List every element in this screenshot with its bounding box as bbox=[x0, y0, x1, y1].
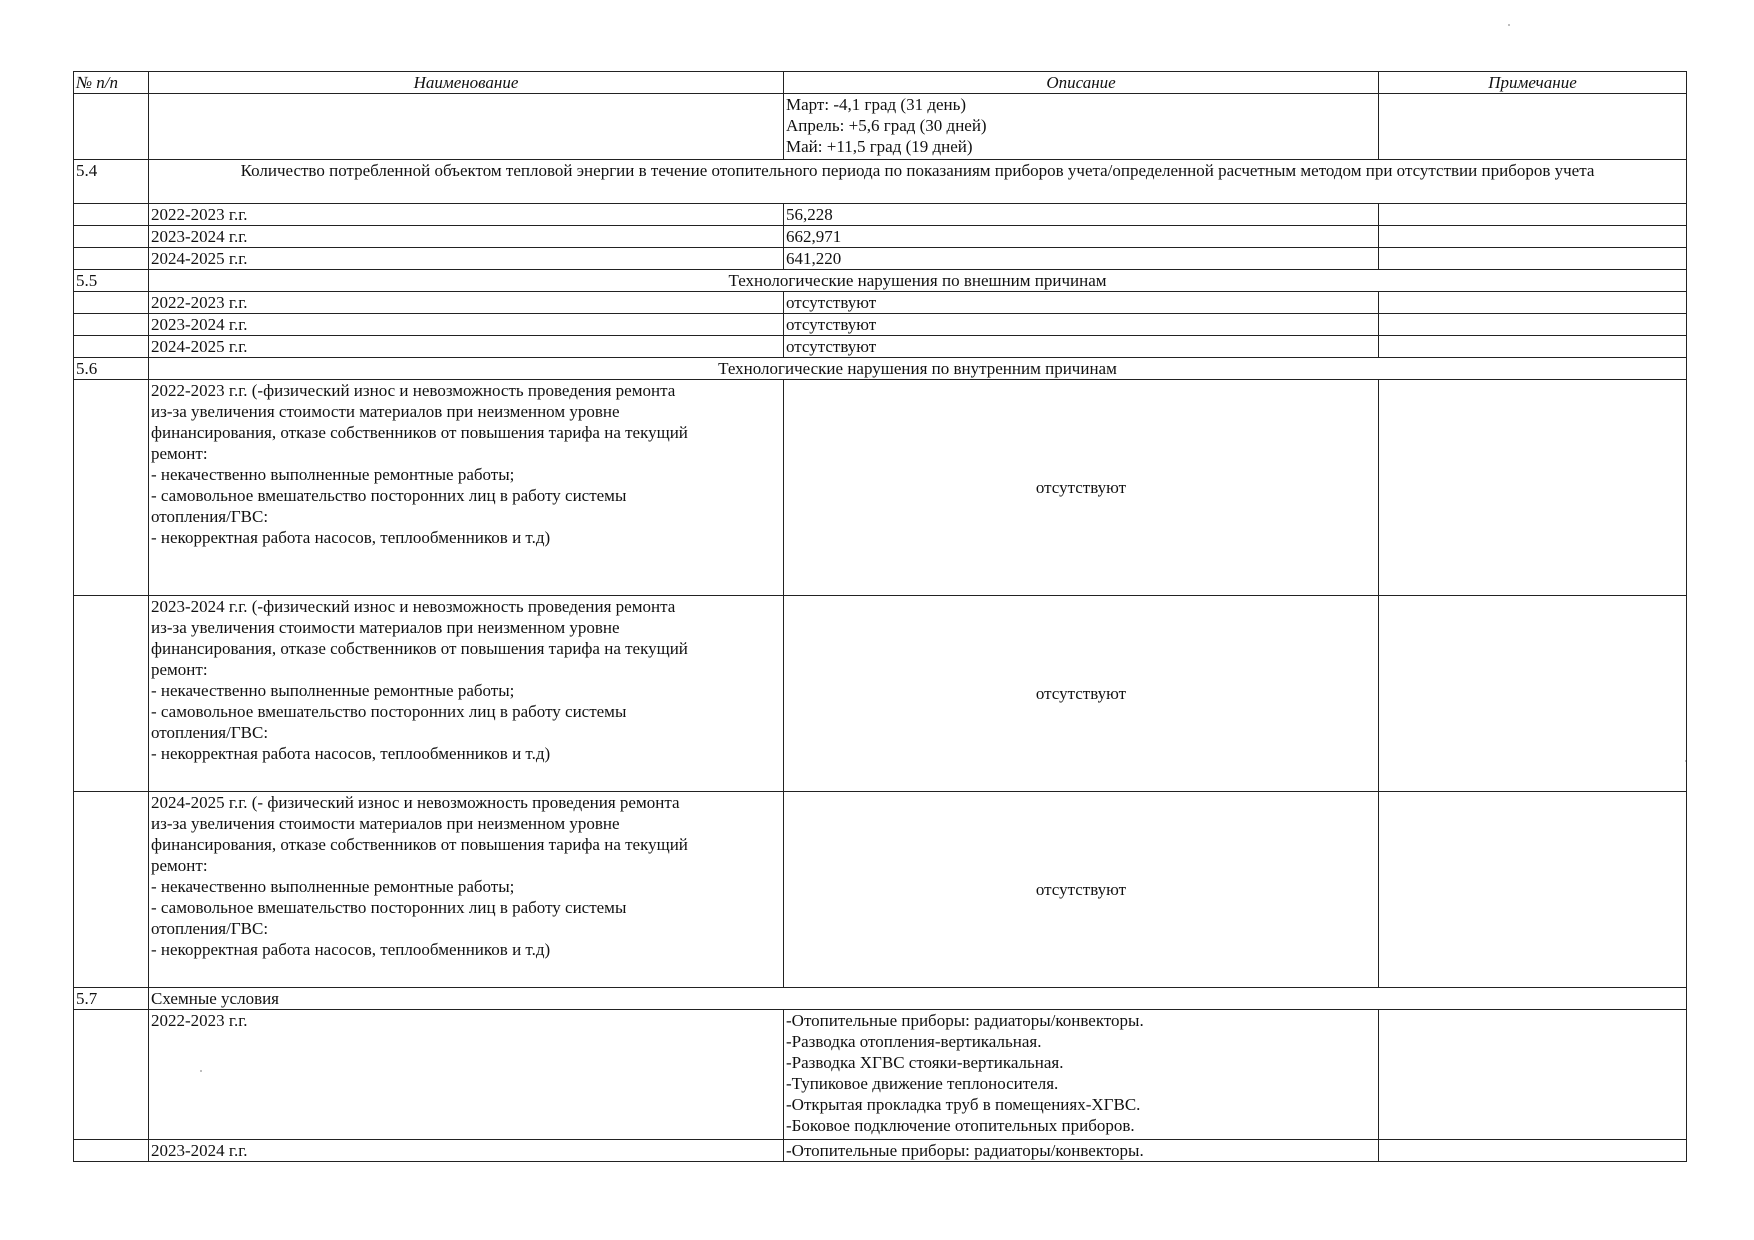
table-row bbox=[74, 792, 1687, 988]
header-number: № п/п bbox=[74, 72, 149, 94]
scan-speck bbox=[1508, 24, 1510, 26]
row-description: отсутствуют bbox=[784, 314, 1379, 336]
section-title: Количество потребленной объектом тепловой энергии в течение отопительного периода по показаниям приборов учета/определенной расчетным методом при отсутствии приборов учета bbox=[149, 160, 1687, 204]
table-row bbox=[74, 1010, 1687, 1140]
section-number: 5.7 bbox=[74, 988, 149, 1010]
table-row bbox=[74, 596, 1687, 792]
row-description: отсутствуют bbox=[784, 336, 1379, 358]
header-name: Наименование bbox=[149, 72, 784, 94]
table-row bbox=[74, 94, 1687, 160]
section-row bbox=[74, 988, 1687, 1010]
section-title: Схемные условия bbox=[149, 988, 1687, 1010]
temperature-line: Март: -4,1 град (31 день) bbox=[786, 95, 967, 114]
row-name: 2024-2025 г.г. (- физический износ и невозможность проведения ремонта из-за увеличения стоимости материалов при неизменном уровне финансирования, отказе собственников от повышения тарифа на текущий ремонт: - некачественно выполненные ремонтные работы; - самовольное вмешательство посторонних лиц в работу системы отопления/ГВС: - некорректная работа насосов, теплообменников и т.д) bbox=[149, 792, 784, 988]
table-row bbox=[74, 248, 1687, 270]
report-table bbox=[73, 71, 1687, 1162]
header-note: Примечание bbox=[1379, 72, 1687, 94]
row-description: отсутствуют bbox=[784, 792, 1379, 988]
row-name: 2023-2024 г.г. bbox=[149, 314, 784, 336]
section-number: 5.4 bbox=[74, 160, 149, 204]
section-row bbox=[74, 270, 1687, 292]
header-description: Описание bbox=[784, 72, 1379, 94]
row-description: 662,971 bbox=[784, 226, 1379, 248]
row-name: 2022-2023 г.г. bbox=[149, 204, 784, 226]
table-row bbox=[74, 380, 1687, 596]
row-description: 641,220 bbox=[784, 248, 1379, 270]
table-row bbox=[74, 314, 1687, 336]
row-name: 2022-2023 г.г. (-физический износ и невозможность проведения ремонта из-за увеличения стоимости материалов при неизменном уровне финансирования, отказе собственников от повышения тарифа на текущий ремонт: - некачественно выполненные ремонтные работы; - самовольное вмешательство посторонних лиц в работу системы отопления/ГВС: - некорректная работа насосов, теплообменников и т.д) bbox=[149, 380, 784, 596]
row-name: 2024-2025 г.г. bbox=[149, 248, 784, 270]
header-row bbox=[74, 72, 1687, 94]
section-number: 5.6 bbox=[74, 358, 149, 380]
table-row bbox=[74, 292, 1687, 314]
row-name: 2023-2024 г.г. (-физический износ и невозможность проведения ремонта из-за увеличения стоимости материалов при неизменном уровне финансирования, отказе собственников от повышения тарифа на текущий ремонт: - некачественно выполненные ремонтные работы; - самовольное вмешательство посторонних лиц в работу системы отопления/ГВС: - некорректная работа насосов, теплообменников и т.д) bbox=[149, 596, 784, 792]
table-row bbox=[74, 204, 1687, 226]
temperature-line: Апрель: +5,6 град (30 дней) bbox=[786, 116, 987, 135]
row-description: отсутствуют bbox=[784, 292, 1379, 314]
section-row bbox=[74, 160, 1687, 204]
temperature-line: Май: +11,5 град (19 дней) bbox=[786, 137, 973, 156]
row-name: 2023-2024 г.г. bbox=[149, 1140, 784, 1162]
temperature-list bbox=[784, 94, 1379, 160]
section-row bbox=[74, 358, 1687, 380]
table-row bbox=[74, 336, 1687, 358]
row-description: 56,228 bbox=[784, 204, 1379, 226]
table-row bbox=[74, 226, 1687, 248]
section-title: Технологические нарушения по внешним причинам bbox=[149, 270, 1687, 292]
row-description: отсутствуют bbox=[784, 380, 1379, 596]
row-description: -Отопительные приборы: радиаторы/конвекторы. -Разводка отопления-вертикальная. -Разводка ХГВС стояки-вертикальная. -Тупиковое движение теплоносителя. -Открытая прокладка труб в помещениях-ХГВС. -Боковое подключение отопительных приборов. bbox=[784, 1010, 1379, 1140]
section-number: 5.5 bbox=[74, 270, 149, 292]
row-name: 2022-2023 г.г. bbox=[149, 1010, 784, 1140]
table-row bbox=[74, 1140, 1687, 1162]
section-title: Технологические нарушения по внутренним причинам bbox=[149, 358, 1687, 380]
row-description: отсутствуют bbox=[784, 596, 1379, 792]
row-description: -Отопительные приборы: радиаторы/конвекторы. bbox=[784, 1140, 1379, 1162]
row-name: 2022-2023 г.г. bbox=[149, 292, 784, 314]
row-name: 2023-2024 г.г. bbox=[149, 226, 784, 248]
row-name: 2024-2025 г.г. bbox=[149, 336, 784, 358]
